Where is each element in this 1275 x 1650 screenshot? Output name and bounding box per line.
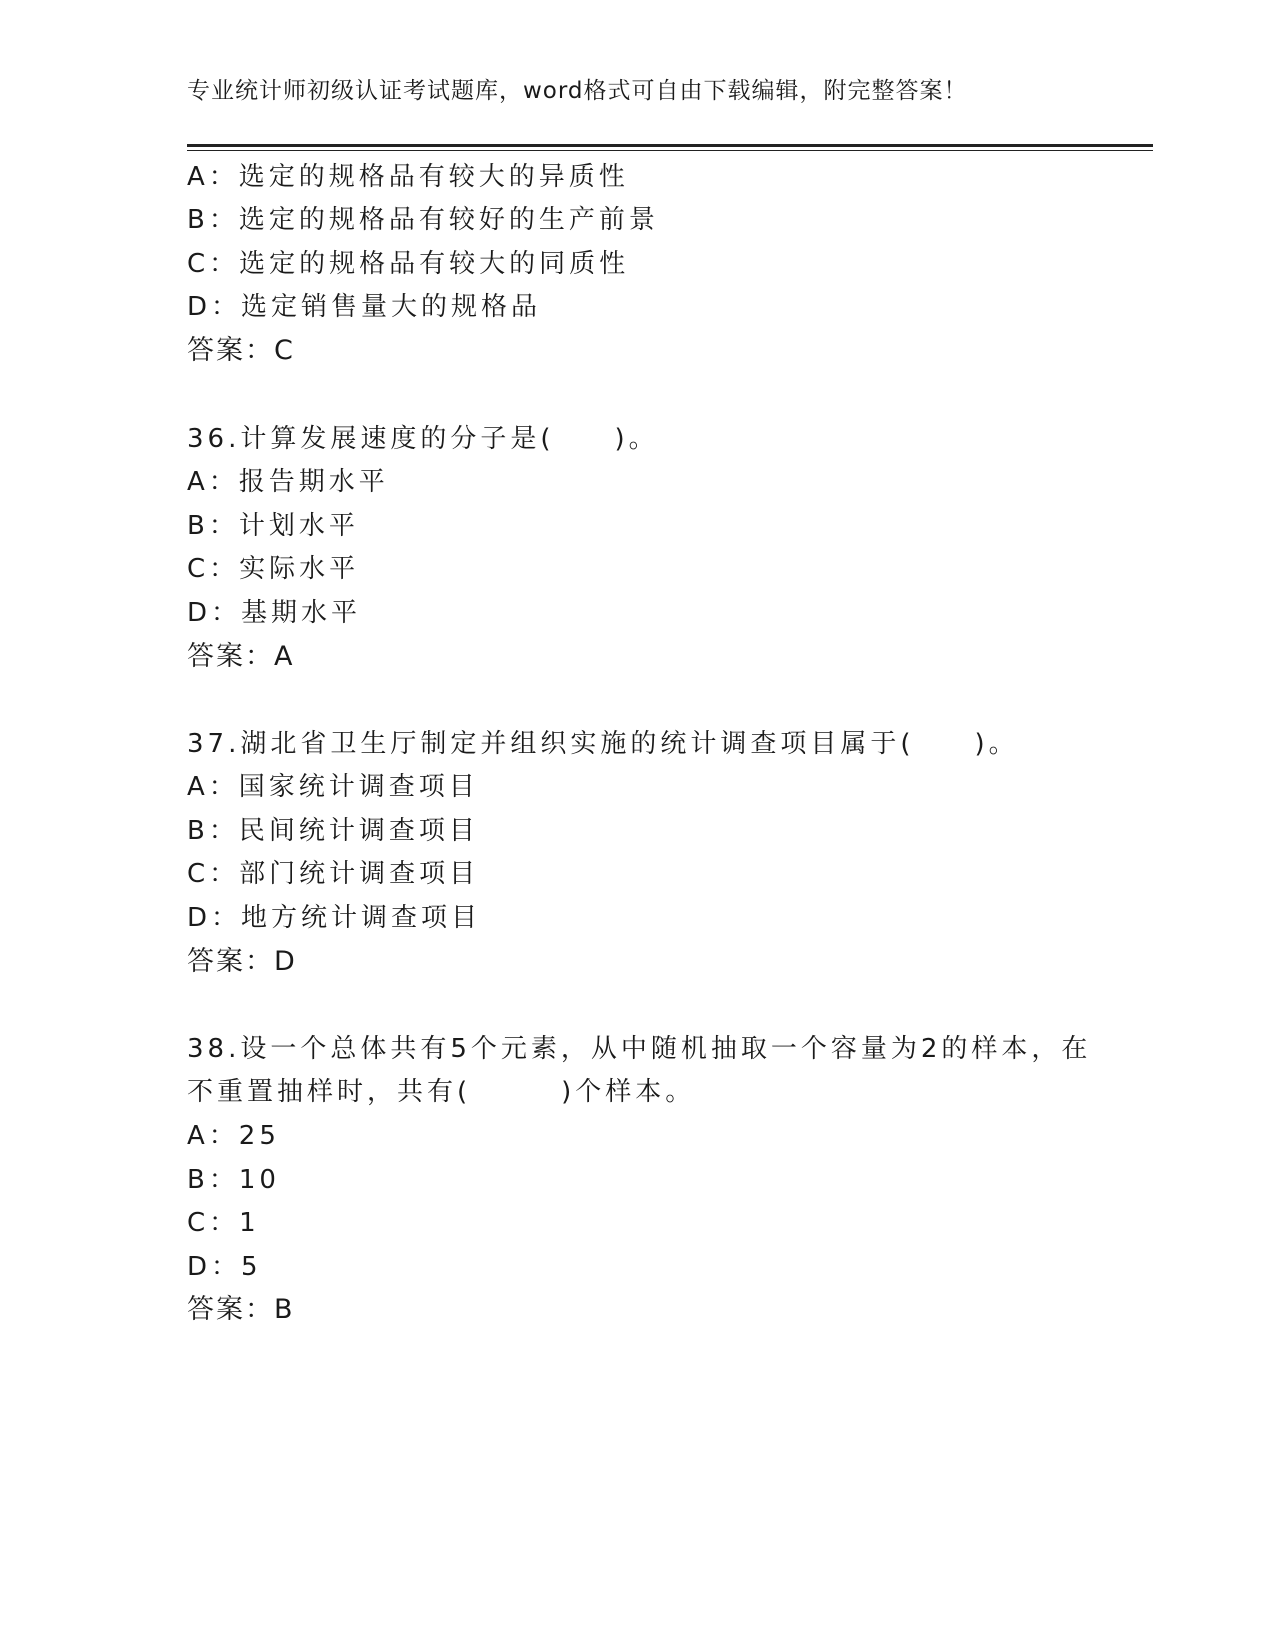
q36-option-d: D：基期水平 <box>187 598 362 628</box>
q38-option-d: D：5 <box>187 1252 262 1282</box>
option-c: C：选定的规格品有较大的同质性 <box>187 249 630 279</box>
q37-answer: 答案：D <box>187 946 297 977</box>
q36-option-c: C：实际水平 <box>187 554 360 584</box>
q37-option-a: A：国家统计调查项目 <box>187 772 479 802</box>
q36-option-a: A：报告期水平 <box>187 467 389 497</box>
header-rule-thick <box>187 144 1153 147</box>
question-38-line2: 不重置抽样时，共有( )个样本。 <box>187 1077 696 1107</box>
q38-option-a: A：25 <box>187 1121 280 1151</box>
question-38-line1: 38.设一个总体共有5个元素，从中随机抽取一个容量为2的样本，在 <box>187 1034 1092 1064</box>
q37-option-b: B：民间统计调查项目 <box>187 816 479 846</box>
q38-option-b: B：10 <box>187 1165 280 1195</box>
option-d: D：选定销售量大的规格品 <box>187 292 542 322</box>
q37-option-c: C：部门统计调查项目 <box>187 859 480 889</box>
option-b: B：选定的规格品有较好的生产前景 <box>187 205 659 235</box>
question-37: 37.湖北省卫生厅制定并组织实施的统计调查项目属于( )。 <box>187 729 1019 759</box>
header-rule-thin <box>187 150 1153 151</box>
q37-option-d: D：地方统计调查项目 <box>187 903 482 933</box>
q36-option-b: B：计划水平 <box>187 511 359 541</box>
page-header: 专业统计师初级认证考试题库，word格式可自由下载编辑，附完整答案！ <box>187 78 968 104</box>
q38-option-c: C：1 <box>187 1208 260 1238</box>
q38-answer: 答案：B <box>187 1294 295 1325</box>
answer: 答案：C <box>187 335 295 366</box>
question-36: 36.计算发展速度的分子是( )。 <box>187 424 659 454</box>
option-a: A：选定的规格品有较大的异质性 <box>187 162 629 192</box>
q36-answer: 答案：A <box>187 641 295 672</box>
